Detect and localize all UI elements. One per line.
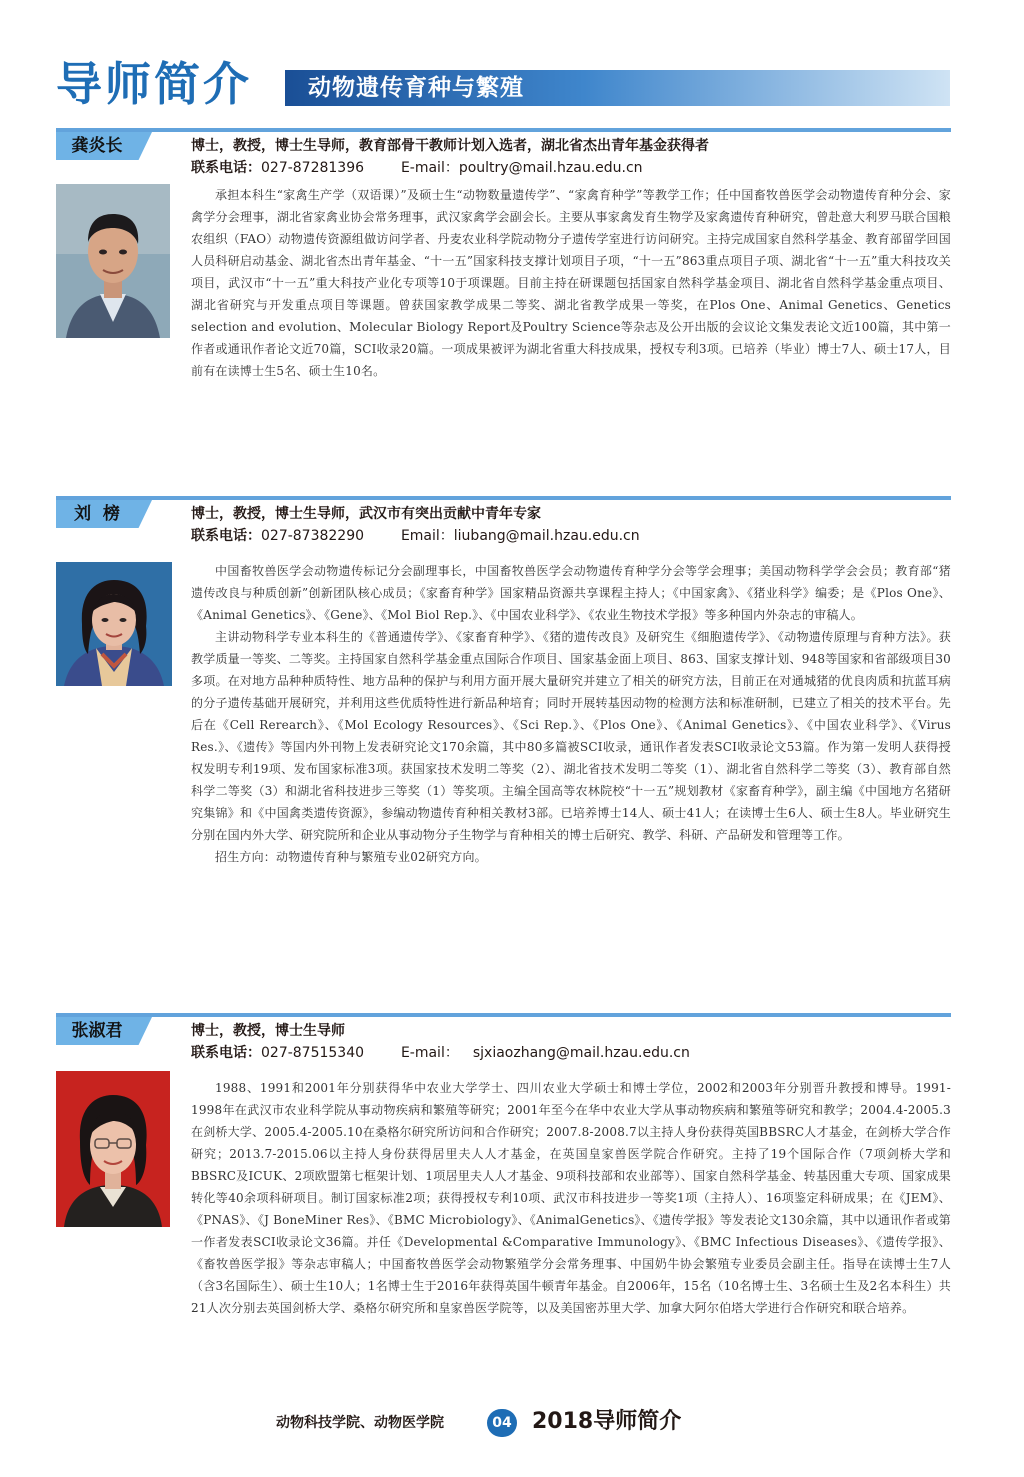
page-subtitle: 动物遗传育种与繁殖 bbox=[308, 75, 524, 101]
contact-line bbox=[191, 526, 640, 546]
advisor-headline: 博士，教授，博士生导师，武汉市有突出贡献中青年专家 bbox=[191, 506, 541, 522]
advisor-bio bbox=[191, 1077, 951, 1319]
phone-number: 027-87382290 bbox=[261, 528, 365, 544]
footer-title: 2018导师简介 bbox=[532, 1409, 682, 1434]
phone-number: 027-87281396 bbox=[261, 160, 365, 176]
bio-paragraph: 主讲动物科学专业本科生的《普通遗传学》、《家畜育种学》、《猪的遗传改良》及研究生《细胞遗传学》、《动物遗传原理与育种方法》。获教学质量一等奖、二等奖。主持国家自然科学基金重点国际合作项目、国家基金面上项目、863、国家支撑计划、948等国家和省部级项目30多项。在对地方品种种质特性、地方品种的保护与利用方面开展大量研究并建立了相关的研究方法，目前正在对通城猪的优良肉质和抗蓝耳病的分子遗传基础开展研究，并利用这些优质特性进行新品种培育；同时开展转基因动物的检测方法和标准研制，已建立了相关的技术平台。先后在《Cell Rerearch》、《Mol Ecology Resources》、《Sci Rep.》、《Plos One》、《Animal Genetics》、《中国农业科学》、《Virus Res.》、《遗传》等国内外刊物上发表研究论文170余篇，其中80多篇被SCI收录，通讯作者发表SCI收录论文53篇。作为第一发明人获得授权发明专利19项、发布国家标准3项。获国家技术发明二等奖（2）、湖北省技术发明二等奖（1）、湖北省自然科学二等奖（3）、教育部自然科学二等奖（3）和湖北省科技进步三等奖（1）等奖项。主编全国高等农林院校“十一五”规划教材《家畜育种学》，副主编《中国地方名猪研究集锦》和《中国禽类遗传资源》，参编动物遗传育种相关教材3部。已培养博士14人、硕士41人；在读博士生6人、硕士生8人。毕业研究生分别在国内外大学、研究院所和企业从事动物分子生物学与育种相关的博士后研究、教学、科研、产品研发和管理等工作。 bbox=[191, 630, 951, 842]
page-header bbox=[0, 0, 1024, 110]
page-footer bbox=[0, 1404, 1024, 1444]
email-address[interactable]: sjxiaozhang@mail.hzau.edu.cn bbox=[472, 1045, 690, 1061]
bio-paragraph: 1988、1991和2001年分别获得华中农业大学学士、四川农业大学硕士和博士学位，2002和2003年分别晋升教授和博导。1991-1998年在武汉市农业科学院从事动物疾病和繁殖等研究；2001年至今在华中农业大学从事动物疾病和繁殖等研究和教学；2004.4-2005.3在剑桥大学、2005.4-2005.10在桑格尔研究所访问和合作研究；2007.8-2008.7以主持人身份获得英国BBSRC人才基金，在剑桥大学合作研究；2013.7-2015.06以主持人身份获得居里夫人人才基金，在英国皇家兽医学院合作研究。主持了19个国际合作（7项剑桥大学和BBSRC及ICUK、2项欧盟第七框架计划、1项居里夫人人才基金、9项科技部和农业部等）、国家自然科学基金、转基因重大专项、国家成果转化等40余项科研项目。制订国家标准2项；获得授权专利10项、武汉市科技进步一等奖1项（主持人）、16项鉴定科研成果；在《JEM》、《PNAS》、《J BoneMiner Res》、《BMC Microbiology》、《AnimalGenetics》、《遗传学报》等发表论文130余篇，其中以通讯作者或第一作者发表SCI收录论文36篇。并任《Developmental &Comparative Immunology》、《BMC Infectious Diseases》、《遗传学报》、《畜牧兽医学报》等杂志审稿人；中国畜牧兽医学会动物繁殖学分会常务理事、中国奶牛协会繁殖专业委员会副主任。指导在读博士生7人（含3名国际生）、硕士生10人；1名博士生于2016年获得英国牛顿青年基金。自2006年，15名（10名博士生、3名硕士生及2名本科生）共21人次分别去英国剑桥大学、桑格尔研究所和皇家兽医学院等，以及美国密苏里大学、加拿大阿尔伯塔大学进行合作研究和联合培养。 bbox=[191, 1081, 951, 1315]
phone-number: 027-87515340 bbox=[261, 1045, 365, 1061]
phone-label: 联系电话： bbox=[191, 160, 261, 176]
page-title: 导师简介 bbox=[56, 57, 252, 111]
advisor-photo bbox=[56, 184, 170, 338]
bio-paragraph: 承担本科生“家禽生产学（双语课）”及硕士生“动物数量遗传学”、“家禽育种学”等教学工作；任中国畜牧兽医学会动物遗传育种分会、家禽学分会理事，湖北省家禽业协会常务理事，武汉家禽学会副会长。主要从事家禽发育生物学及家禽遗传育种研究，曾赴意大利罗马联合国粮农组织（FAO）动物遗传资源组做访问学者、丹麦农业科学院动物分子遗传学室进行访问研究。主持完成国家自然科学基金、教育部留学回国人员科研启动基金、湖北省杰出青年基金、“十一五”国家科技支撑计划项目子项，“十一五”863重点项目子项、湖北省“十一五”重大科技攻关项目，武汉市“十一五”重大科技产业化专项等10于项课题。目前主持在研课题包括国家自然科学基金项目、湖北省自然科学基金重点项目、湖北省研究与开发重点项目等课题。曾获国家教学成果二等奖、湖北省教学成果一等奖，在Plos One、Animal Genetics、Genetics selection and evolution、Molecular Biology Report及Poultry Science等杂志及公开出版的会议论文集发表论文近100篇，其中第一作者或通讯作者论文近70篇，SCI收录20篇。一项成果被评为湖北省重大科技成果，授权专利3项。已培养（毕业）博士7人、硕士17人，目前有在读博士生5名、硕士生10名。 bbox=[191, 188, 951, 378]
bio-paragraph: 招生方向：动物遗传育种与繁殖专业02研究方向。 bbox=[215, 850, 487, 864]
section-divider bbox=[56, 1013, 951, 1017]
phone-label: 联系电话： bbox=[191, 528, 261, 544]
advisor-name: 张淑君 bbox=[71, 1021, 123, 1041]
advisor-photo bbox=[56, 1071, 170, 1227]
advisor-photo bbox=[56, 562, 172, 686]
footer-school: 动物科技学院、动物医学院 bbox=[276, 1415, 444, 1431]
bio-paragraph: 中国畜牧兽医学会动物遗传标记分会副理事长，中国畜牧兽医学会动物遗传育种学分会等学会理事；美国动物科学学会会员；教育部“猪遗传改良与种质创新”创新团队核心成员；《家畜育种学》国家精品资源共享课程主持人；《中国家禽》、《猪业科学》编委；是《Plos One》、《Animal Genetics》、《Gene》、《Mol Biol Rep.》、《中国农业科学》、《农业生物技术学报》等多种国内外杂志的审稿人。 bbox=[191, 564, 951, 622]
advisor-name: 刘 榜 bbox=[74, 504, 120, 524]
email-label: E-mail： bbox=[400, 160, 459, 176]
advisor-headline: 博士，教授，博士生导师，教育部骨干教师计划入选者，湖北省杰出青年基金获得者 bbox=[191, 138, 709, 154]
advisor-name: 龚炎长 bbox=[71, 136, 123, 156]
section-divider bbox=[56, 128, 951, 132]
email-address[interactable]: liubang@mail.hzau.edu.cn bbox=[453, 528, 640, 544]
email-label: Email： bbox=[400, 528, 454, 544]
advisor-bio bbox=[191, 184, 951, 382]
phone-label: 联系电话： bbox=[191, 1045, 261, 1061]
contact-line bbox=[191, 1043, 690, 1063]
email-address[interactable]: poultry@mail.hzau.edu.cn bbox=[458, 160, 643, 176]
page-number-badge: 04 bbox=[487, 1409, 517, 1437]
contact-line bbox=[191, 158, 643, 178]
section-divider bbox=[56, 496, 951, 500]
advisor-bio bbox=[191, 560, 951, 868]
advisor-headline: 博士，教授，博士生导师 bbox=[191, 1023, 345, 1039]
email-label: E-mail： bbox=[400, 1045, 459, 1061]
